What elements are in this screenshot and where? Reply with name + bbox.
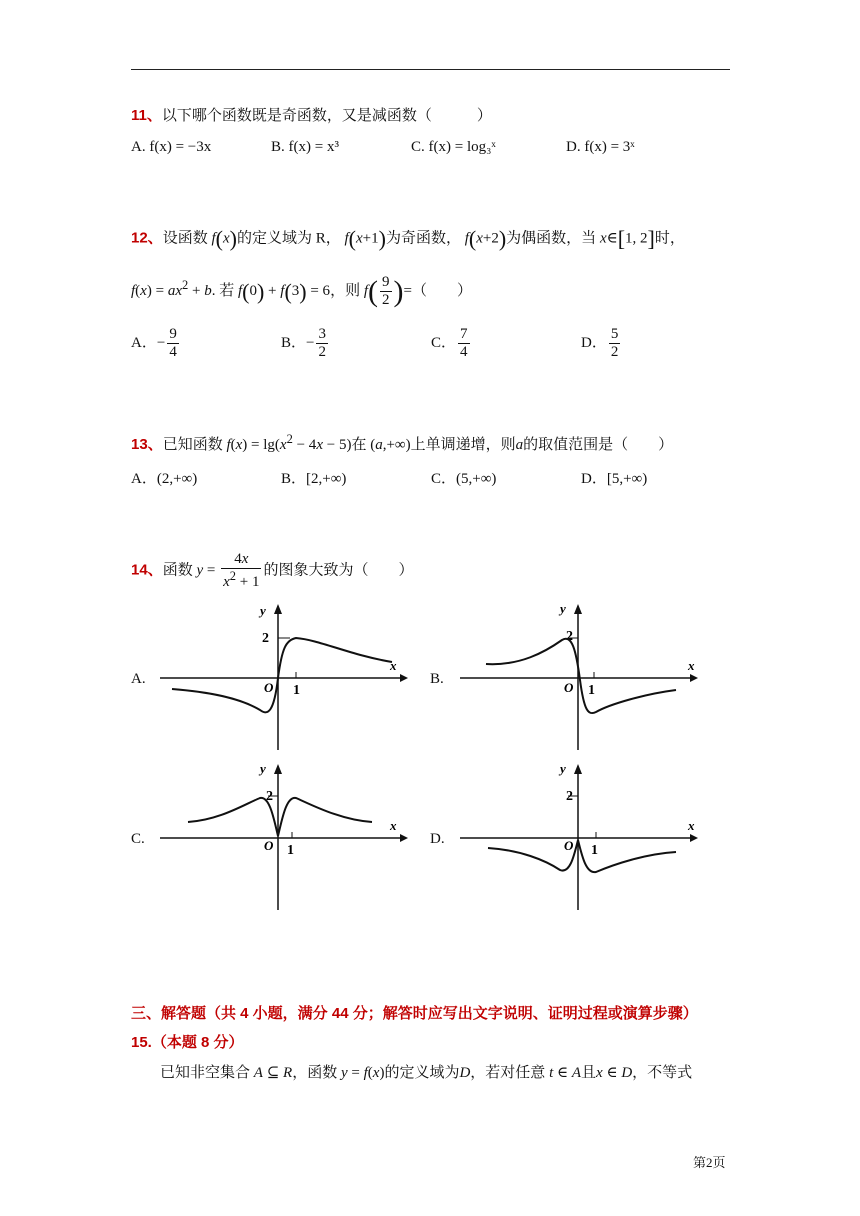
q15-text-f: ，不等式 — [632, 1065, 693, 1081]
q12-text-d: 为偶函数，当 — [506, 230, 597, 247]
q14-option-b-label: B. — [430, 671, 444, 687]
q13-text-b: 在 — [351, 437, 367, 453]
q15-text-d: ，若对任意 — [470, 1065, 546, 1081]
q11-option-a: A. f(x) = −3x — [131, 139, 212, 155]
q15-text-e: 且 — [581, 1065, 597, 1081]
q15-text-c: 的定义域为 — [384, 1065, 460, 1081]
q13-text-d: 的取值范围是（ ） — [523, 437, 674, 453]
q14-option-a-label: A. — [131, 671, 146, 687]
q14-a-y-label: y — [260, 603, 266, 618]
q13-option-b: B．[2,+∞) — [281, 471, 347, 487]
q13-option-d: D．[5,+∞) — [581, 471, 648, 487]
q13-number: 13、 — [131, 436, 163, 453]
q14-a-x-label: x — [390, 658, 397, 673]
q12-option-a-den: 4 — [169, 344, 177, 361]
q14-graph-c — [150, 760, 410, 915]
q12-option-a — [131, 326, 181, 362]
q12-option-c-label: C． — [431, 335, 457, 352]
q14-c-one: 1 — [287, 843, 294, 858]
q12-option-b-den: 2 — [318, 344, 326, 361]
q13-text-a: 已知函数 — [162, 437, 223, 453]
q14-b-two: 2 — [566, 629, 573, 644]
q12-number: 12、 — [131, 229, 163, 247]
q12-option-d — [581, 326, 622, 362]
q12-stem-line1: 12、设函数 f(x)的定义域为 R， f(x+1)为奇函数， f(x+2)为偶函数，当 x∈[1, 2]时， — [131, 226, 685, 251]
q12-option-c-num: 7 — [458, 326, 470, 344]
q12-option-b-label: B． — [281, 335, 307, 352]
q11-number: 11、 — [131, 107, 162, 124]
q14-a-origin: O — [264, 680, 274, 695]
q14-c-x-label: x — [390, 818, 397, 833]
q11-text: 以下哪个函数既是奇函数，又是减函数（ ） — [161, 108, 492, 124]
q12-text-g: ，则 — [330, 283, 361, 300]
q12-option-c — [431, 326, 472, 362]
q12-option-b — [281, 326, 330, 362]
q12-text-a: 设函数 — [162, 230, 208, 247]
q14-graph-b — [450, 600, 710, 755]
q13-option-c: C．(5,+∞) — [431, 471, 497, 487]
q14-text-b: 的图象大致为（ ） — [263, 562, 414, 579]
q12-text-e: 时， — [654, 230, 685, 247]
q14-b-y-label: y — [560, 601, 566, 616]
q11-option-c: C. f(x) = log₃ˣ — [411, 139, 496, 155]
q14-d-origin: O — [564, 838, 574, 853]
q14-d-y-label: y — [560, 761, 566, 776]
q12-text-f: . 若 — [211, 283, 235, 300]
header-rule — [131, 69, 730, 70]
q14-d-two: 2 — [566, 789, 573, 804]
q14-b-one: 1 — [588, 683, 595, 698]
q14-d-x-label: x — [688, 818, 695, 833]
q14-number: 14、 — [131, 561, 163, 579]
q14-b-origin: O — [564, 680, 574, 695]
q12-option-a-num: 9 — [167, 326, 179, 344]
q12-option-b-sign: − — [306, 335, 315, 352]
q13-option-a: A．(2,+∞) — [131, 471, 198, 487]
q12-option-a-label: A． — [131, 335, 157, 352]
q14-option-d-label: D. — [430, 831, 445, 847]
q12-stem-line2: $f(x) = ax^2 + b$. 若 f(0) + f(3) = 6，则 f( $\frac{9}{2}$ )=（ ） — [131, 274, 472, 309]
q14-stem: 14、函数 y = $\frac{4x}{x^2 + 1}$ 的图象大致为（ ） — [131, 551, 414, 591]
q15-text-b: ，函数 — [292, 1065, 338, 1081]
q14-text-a: 函数 — [162, 562, 193, 579]
q11-option-d: D. f(x) = 3ˣ — [566, 139, 635, 155]
q14-a-two: 2 — [262, 631, 269, 646]
q12-text-c: 为奇函数， — [385, 230, 461, 247]
q14-c-two: 2 — [266, 789, 273, 804]
q12-option-b-num: 3 — [316, 326, 328, 344]
q12-option-d-num: 5 — [609, 326, 621, 344]
q12-option-d-label: D． — [581, 335, 607, 352]
q12-option-a-sign: − — [156, 335, 166, 352]
q15-text: 已知非空集合 A ⊆ R，函数 y = f(x)的定义域为D，若对任意 t ∈ A且x ∈ D，不等式 — [160, 1065, 693, 1081]
q11-option-b: B. f(x) = x³ — [271, 139, 339, 155]
q12-text-h: =（ ） — [403, 283, 472, 300]
q14-c-y-label: y — [260, 761, 266, 776]
q14-c-origin: O — [264, 838, 274, 853]
section-3-heading: 三、解答题（共 4 小题，满分 44 分；解答时应写出文字说明、证明过程或演算步骤） — [131, 1005, 698, 1022]
q12-option-c-den: 4 — [460, 344, 468, 361]
q14-option-c-label: C. — [131, 831, 145, 847]
q14-b-x-label: x — [688, 658, 695, 673]
page-footer: 第2页 — [693, 1155, 726, 1170]
q14-d-one: 1 — [591, 843, 598, 858]
q14-graph-d — [450, 760, 710, 915]
q13-text-c: 上单调递增，则 — [410, 437, 516, 453]
q12-text-b: 的定义域为 R， — [236, 230, 341, 247]
q15-text-a: 已知非空集合 — [160, 1065, 251, 1081]
q14-a-one: 1 — [293, 683, 300, 698]
q15-heading: 15.（本题 8 分） — [131, 1034, 244, 1051]
q12-option-d-den: 2 — [610, 344, 619, 361]
q13-stem: 13、已知函数 $f(x) = \lg(x^2 - 4x - 5)$在 (a,+∞)上单调递增，则a的取值范围是（ ） — [131, 432, 674, 453]
q14-graph-a — [150, 600, 410, 755]
q11-stem — [131, 104, 492, 125]
